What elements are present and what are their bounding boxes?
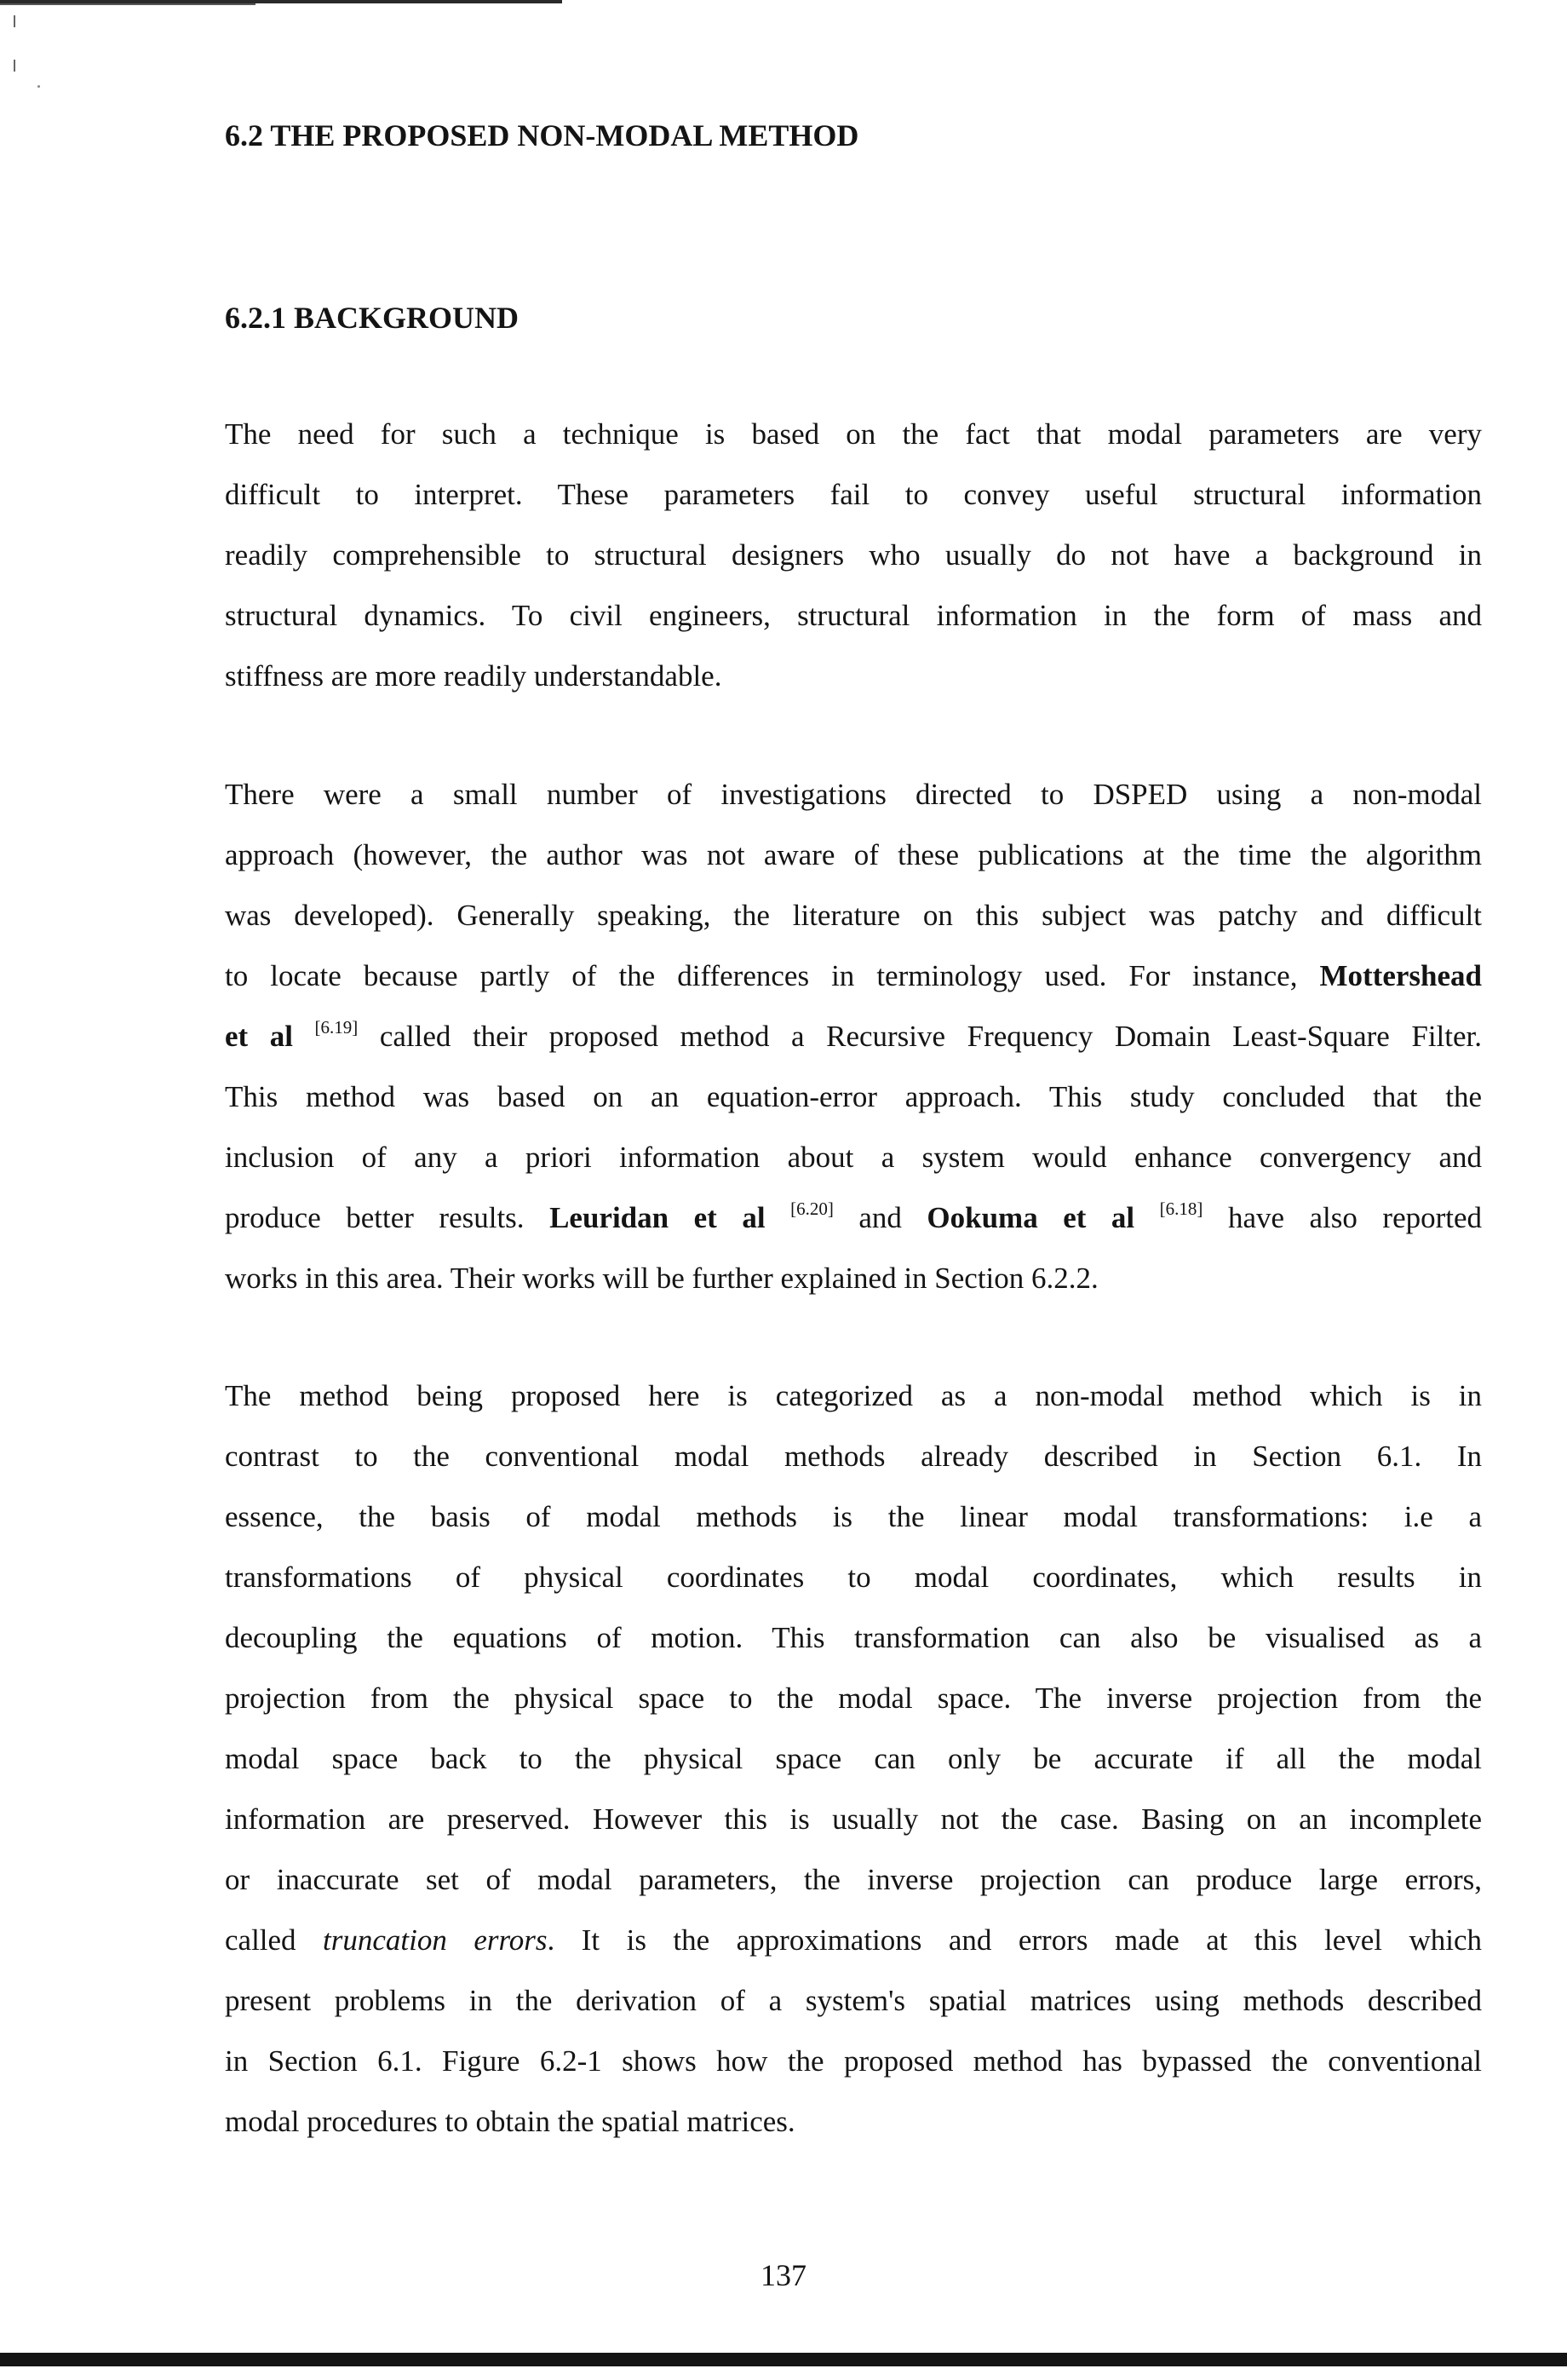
text-line: transformations of physical coordinates to modal coordinates, which results in (225, 1561, 1482, 1594)
text-segment: produce better results. (225, 1201, 525, 1234)
text-line (225, 946, 1482, 1006)
text-line: The need for such a technique is based on the fact that modal parameters are very (225, 417, 1482, 451)
scan-speck (37, 85, 40, 88)
text-segment: to locate because partly of the differences in terminology used. For instance, (225, 959, 1298, 992)
text-line: modal space back to the physical space can only be accurate if all the modal (225, 1742, 1482, 1775)
text-line: modal procedures to obtain the spatial matrices. (225, 2105, 795, 2138)
page-number: 137 (761, 2258, 806, 2292)
text-line: stiffness are more readily understandable. (225, 659, 722, 693)
text-line (225, 1910, 1482, 1970)
author-name: Ookuma et al (927, 1201, 1135, 1234)
scan-edge-artifact (14, 60, 15, 72)
text-line: contrast to the conventional modal methods already described in Section 6.1. In (225, 1440, 1482, 1473)
text-line: There were a small number of investigations directed to DSPED using a non-modal (225, 778, 1482, 811)
scan-edge-artifact (14, 15, 15, 27)
text-segment: and (858, 1201, 902, 1234)
text-line: information are preserved. However this is usually not the case. Basing on an incomplete (225, 1802, 1482, 1836)
text-line: This method was based on an equation-error approach. This study concluded that the (225, 1080, 1482, 1113)
reference-citation: [6.19] (314, 1017, 359, 1038)
text-line: structural dynamics. To civil engineers, structural information in the form of mass and (225, 599, 1482, 632)
text-line (225, 1187, 1482, 1248)
text-line: essence, the basis of modal methods is the linear modal transformations: i.e a (225, 1500, 1482, 1533)
paragraph-proposed-method (225, 1365, 1482, 2152)
author-name: Leuridan et al (549, 1201, 766, 1234)
text-line: was developed). Generally speaking, the literature on this subject was patchy and difficult (225, 899, 1482, 932)
text-line: readily comprehensible to structural designers who usually do not have a background in (225, 538, 1482, 572)
text-line: difficult to interpret. These parameters fail to convey useful structural information (225, 478, 1482, 511)
text-line: in Section 6.1. Figure 6.2-1 shows how the proposed method has bypassed the conventional (225, 2044, 1482, 2078)
text-segment: called (225, 1923, 296, 1957)
text-line: decoupling the equations of motion. This transformation can also be visualised as a (225, 1621, 1482, 1654)
text-line: approach (however, the author was not aware of these publications at the time the algorithm (225, 838, 1482, 871)
author-name: et al (225, 1020, 293, 1053)
text-segment: called their proposed method a Recursive Frequency Domain Least-Square Filter. (379, 1020, 1483, 1053)
emphasized-term: truncation errors (323, 1923, 548, 1957)
author-name: Mottershead (1319, 959, 1482, 992)
section-heading: 6.2 THE PROPOSED NON-MODAL METHOD (225, 118, 859, 152)
paragraph-background-intro (225, 404, 1482, 706)
paragraph-previous-work (225, 764, 1482, 1308)
reference-citation: [6.20] (790, 1199, 834, 1220)
text-line: The method being proposed here is categorized as a non-modal method which is in (225, 1379, 1482, 1412)
text-segment: . It is the approximations and errors made at this level which (547, 1923, 1482, 1957)
text-line: present problems in the derivation of a system's spatial matrices using methods described (225, 1984, 1482, 2017)
text-line: or inaccurate set of modal parameters, the inverse projection can produce large errors, (225, 1863, 1482, 1896)
text-line (225, 1006, 1482, 1066)
text-line: works in this area. Their works will be further explained in Section 6.2.2. (225, 1262, 1099, 1295)
scan-edge-artifact (0, 3, 255, 5)
scan-bottom-rule (0, 2353, 1567, 2366)
text-line: inclusion of any a priori information about a system would enhance convergency and (225, 1141, 1482, 1174)
subsection-heading: 6.2.1 BACKGROUND (225, 301, 519, 335)
text-line: projection from the physical space to the modal space. The inverse projection from the (225, 1682, 1482, 1715)
text-segment: have also reported (1227, 1201, 1483, 1234)
reference-citation: [6.18] (1159, 1199, 1203, 1220)
